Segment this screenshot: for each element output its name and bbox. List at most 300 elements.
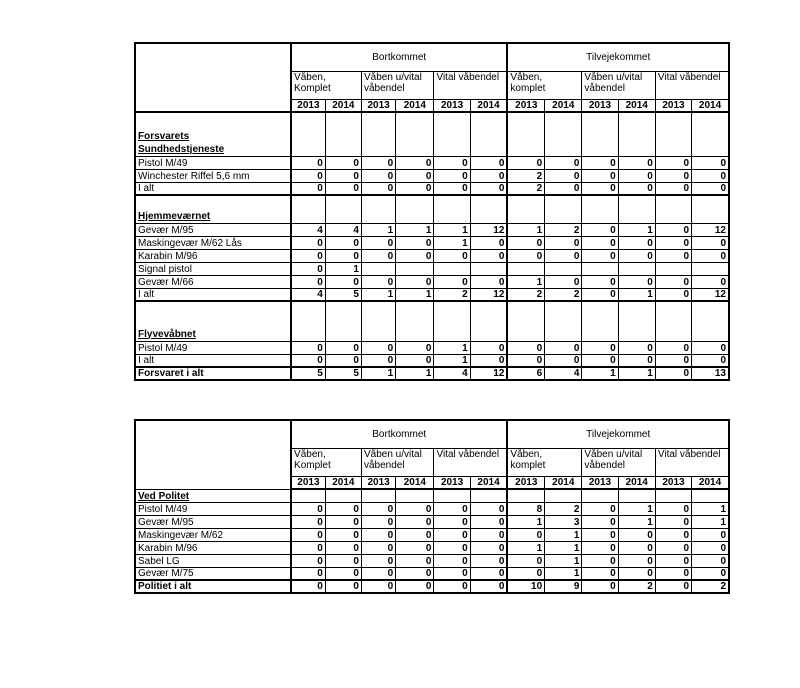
value-cell: 0 bbox=[361, 249, 395, 262]
value-cell: 0 bbox=[470, 249, 507, 262]
value-cell: 0 bbox=[655, 275, 691, 288]
section-title-line: Flyvevåbnet bbox=[138, 328, 196, 340]
value-cell: 0 bbox=[361, 554, 395, 567]
value-cell: 0 bbox=[396, 502, 434, 515]
value-cell: 0 bbox=[692, 528, 729, 541]
grand-total-row bbox=[135, 367, 729, 380]
empty-cell bbox=[396, 301, 434, 341]
value-cell: 0 bbox=[582, 515, 618, 528]
value-cell: 0 bbox=[291, 515, 325, 528]
value-cell: 0 bbox=[291, 169, 325, 182]
value-cell: 0 bbox=[291, 341, 325, 354]
value-cell: 1 bbox=[582, 367, 618, 380]
empty-cell bbox=[618, 195, 655, 223]
value-cell: 0 bbox=[396, 275, 434, 288]
value-cell: 0 bbox=[545, 354, 582, 367]
table-row bbox=[135, 156, 729, 169]
value-cell: 0 bbox=[361, 354, 395, 367]
value-cell: 12 bbox=[692, 223, 729, 236]
empty-cell bbox=[325, 112, 361, 156]
value-cell: 4 bbox=[291, 288, 325, 301]
empty-cell bbox=[291, 301, 325, 341]
value-cell: 0 bbox=[692, 249, 729, 262]
value-cell: 0 bbox=[655, 223, 691, 236]
table-row bbox=[135, 567, 729, 580]
empty-cell bbox=[692, 195, 729, 223]
value-cell: 0 bbox=[361, 580, 395, 593]
empty-cell bbox=[434, 195, 470, 223]
value-cell: 0 bbox=[434, 169, 470, 182]
subheader: Våben, Komplet bbox=[291, 448, 361, 476]
value-cell: 0 bbox=[655, 169, 691, 182]
value-cell: 0 bbox=[470, 502, 507, 515]
value-cell: 0 bbox=[655, 341, 691, 354]
value-cell: 0 bbox=[507, 567, 544, 580]
value-cell: 0 bbox=[655, 567, 691, 580]
value-cell: 0 bbox=[692, 275, 729, 288]
value-cell: 0 bbox=[655, 236, 691, 249]
year-header: 2014 bbox=[618, 99, 655, 112]
table-row bbox=[135, 502, 729, 515]
value-cell: 1 bbox=[434, 223, 470, 236]
year-header: 2014 bbox=[545, 99, 582, 112]
value-cell: 0 bbox=[582, 288, 618, 301]
value-cell: 0 bbox=[291, 182, 325, 195]
subheader: Våben, komplet bbox=[507, 448, 581, 476]
value-cell: 1 bbox=[692, 502, 729, 515]
empty-cell bbox=[396, 112, 434, 156]
value-cell: 0 bbox=[291, 567, 325, 580]
empty-cell bbox=[291, 195, 325, 223]
value-cell bbox=[618, 262, 655, 275]
empty-cell bbox=[545, 489, 582, 502]
value-cell: 1 bbox=[396, 223, 434, 236]
header-corner bbox=[135, 43, 291, 112]
value-cell: 1 bbox=[325, 262, 361, 275]
value-cell: 0 bbox=[396, 515, 434, 528]
value-cell: 2 bbox=[692, 580, 729, 593]
value-cell: 0 bbox=[434, 567, 470, 580]
value-cell: 0 bbox=[325, 156, 361, 169]
subheader: Vital våbendel bbox=[655, 71, 729, 99]
value-cell: 4 bbox=[291, 223, 325, 236]
value-cell: 0 bbox=[361, 567, 395, 580]
value-cell: 0 bbox=[434, 502, 470, 515]
empty-cell bbox=[618, 489, 655, 502]
value-cell: 12 bbox=[470, 288, 507, 301]
empty-cell bbox=[655, 195, 691, 223]
empty-cell bbox=[434, 112, 470, 156]
value-cell: 0 bbox=[545, 275, 582, 288]
value-cell: 1 bbox=[396, 288, 434, 301]
value-cell: 0 bbox=[361, 341, 395, 354]
section-title-line: Sundhedstjeneste bbox=[138, 143, 225, 155]
year-header: 2013 bbox=[582, 476, 618, 489]
group-header-bortkommet: Bortkommet bbox=[291, 420, 507, 448]
value-cell: 0 bbox=[396, 567, 434, 580]
value-cell: 0 bbox=[396, 341, 434, 354]
value-cell: 0 bbox=[618, 249, 655, 262]
empty-cell bbox=[470, 195, 507, 223]
empty-cell bbox=[470, 112, 507, 156]
year-header: 2014 bbox=[470, 476, 507, 489]
value-cell: 4 bbox=[434, 367, 470, 380]
value-cell: 0 bbox=[692, 156, 729, 169]
value-cell: 0 bbox=[396, 554, 434, 567]
value-cell: 0 bbox=[545, 182, 582, 195]
empty-cell bbox=[361, 301, 395, 341]
value-cell: 0 bbox=[396, 528, 434, 541]
subheader: Våben u/vital våbendel bbox=[361, 71, 433, 99]
section-title bbox=[135, 301, 291, 341]
value-cell: 0 bbox=[655, 367, 691, 380]
section-title-line: Hjemmeværnet bbox=[138, 210, 211, 222]
table-row bbox=[135, 554, 729, 567]
row-label: Sabel LG bbox=[135, 554, 291, 567]
value-cell: 0 bbox=[291, 262, 325, 275]
value-cell: 0 bbox=[470, 236, 507, 249]
value-cell: 0 bbox=[618, 567, 655, 580]
value-cell: 1 bbox=[434, 354, 470, 367]
value-cell: 0 bbox=[291, 156, 325, 169]
table-row bbox=[135, 515, 729, 528]
year-header: 2013 bbox=[361, 99, 395, 112]
value-cell: 0 bbox=[655, 502, 691, 515]
empty-cell bbox=[692, 301, 729, 341]
empty-cell bbox=[361, 112, 395, 156]
value-cell: 0 bbox=[325, 341, 361, 354]
value-cell: 0 bbox=[325, 541, 361, 554]
value-cell: 1 bbox=[434, 236, 470, 249]
year-header: 2013 bbox=[582, 99, 618, 112]
value-cell: 0 bbox=[396, 354, 434, 367]
value-cell: 0 bbox=[325, 275, 361, 288]
value-cell: 0 bbox=[470, 275, 507, 288]
value-cell: 0 bbox=[361, 169, 395, 182]
value-cell: 0 bbox=[692, 341, 729, 354]
value-cell: 0 bbox=[434, 182, 470, 195]
section-title: Ved Politet bbox=[135, 489, 291, 502]
year-header: 2014 bbox=[545, 476, 582, 489]
table-row bbox=[135, 223, 729, 236]
empty-cell bbox=[618, 112, 655, 156]
value-cell: 0 bbox=[545, 169, 582, 182]
empty-cell bbox=[618, 301, 655, 341]
value-cell: 2 bbox=[618, 580, 655, 593]
section-header-row bbox=[135, 489, 729, 502]
value-cell: 0 bbox=[396, 249, 434, 262]
value-cell: 0 bbox=[692, 182, 729, 195]
value-cell: 0 bbox=[325, 515, 361, 528]
value-cell bbox=[361, 262, 395, 275]
value-cell: 0 bbox=[325, 502, 361, 515]
row-label: Winchester Riffel 5,6 mm bbox=[135, 169, 291, 182]
value-cell: 0 bbox=[470, 156, 507, 169]
value-cell: 1 bbox=[618, 288, 655, 301]
value-cell bbox=[655, 262, 691, 275]
value-cell: 0 bbox=[470, 341, 507, 354]
subheader: Våben, Komplet bbox=[291, 71, 361, 99]
empty-cell bbox=[692, 489, 729, 502]
value-cell: 0 bbox=[582, 354, 618, 367]
year-header: 2013 bbox=[291, 99, 325, 112]
value-cell: 0 bbox=[655, 156, 691, 169]
value-cell: 0 bbox=[291, 528, 325, 541]
empty-cell bbox=[361, 489, 395, 502]
value-cell: 0 bbox=[361, 502, 395, 515]
value-cell: 0 bbox=[655, 249, 691, 262]
value-cell: 0 bbox=[470, 182, 507, 195]
subheader: Vital våbendel bbox=[434, 448, 507, 476]
value-cell bbox=[692, 262, 729, 275]
year-header: 2013 bbox=[507, 99, 544, 112]
value-cell: 0 bbox=[291, 354, 325, 367]
value-cell: 0 bbox=[507, 554, 544, 567]
year-header: 2013 bbox=[655, 99, 691, 112]
value-cell: 0 bbox=[655, 554, 691, 567]
value-cell: 0 bbox=[291, 554, 325, 567]
empty-cell bbox=[582, 112, 618, 156]
year-header: 2014 bbox=[325, 99, 361, 112]
year-header: 2013 bbox=[434, 99, 470, 112]
value-cell: 5 bbox=[291, 367, 325, 380]
value-cell: 0 bbox=[325, 567, 361, 580]
weapons-table-politi bbox=[134, 419, 730, 594]
value-cell: 0 bbox=[692, 541, 729, 554]
year-header: 2014 bbox=[692, 99, 729, 112]
value-cell: 2 bbox=[545, 502, 582, 515]
year-header: 2014 bbox=[396, 476, 434, 489]
value-cell: 9 bbox=[545, 580, 582, 593]
value-cell: 0 bbox=[434, 541, 470, 554]
value-cell: 1 bbox=[618, 502, 655, 515]
empty-cell bbox=[434, 489, 470, 502]
empty-cell bbox=[655, 112, 691, 156]
empty-cell bbox=[470, 301, 507, 341]
year-header: 2013 bbox=[655, 476, 691, 489]
row-label: Gevær M/95 bbox=[135, 515, 291, 528]
value-cell: 0 bbox=[507, 156, 544, 169]
value-cell: 0 bbox=[582, 502, 618, 515]
section-title-line: Forsvarets bbox=[138, 130, 190, 142]
value-cell: 0 bbox=[434, 580, 470, 593]
value-cell: 0 bbox=[655, 354, 691, 367]
value-cell: 0 bbox=[582, 541, 618, 554]
value-cell: 5 bbox=[325, 288, 361, 301]
value-cell: 0 bbox=[618, 156, 655, 169]
value-cell: 1 bbox=[507, 275, 544, 288]
value-cell: 1 bbox=[545, 554, 582, 567]
value-cell: 0 bbox=[618, 169, 655, 182]
empty-cell bbox=[507, 489, 544, 502]
empty-cell bbox=[325, 301, 361, 341]
value-cell: 0 bbox=[582, 156, 618, 169]
subheader: Vital våbendel bbox=[655, 448, 729, 476]
value-cell: 1 bbox=[618, 515, 655, 528]
value-cell: 0 bbox=[582, 554, 618, 567]
value-cell: 0 bbox=[618, 275, 655, 288]
total-row bbox=[135, 288, 729, 301]
empty-cell bbox=[545, 112, 582, 156]
value-cell: 0 bbox=[470, 169, 507, 182]
value-cell: 1 bbox=[434, 341, 470, 354]
value-cell: 12 bbox=[470, 367, 507, 380]
table-row bbox=[135, 275, 729, 288]
value-cell: 1 bbox=[618, 223, 655, 236]
year-header: 2014 bbox=[470, 99, 507, 112]
value-cell: 1 bbox=[692, 515, 729, 528]
value-cell: 1 bbox=[545, 528, 582, 541]
value-cell: 4 bbox=[325, 223, 361, 236]
value-cell: 0 bbox=[582, 236, 618, 249]
value-cell bbox=[396, 262, 434, 275]
value-cell: 0 bbox=[545, 341, 582, 354]
group-header-tilvejekommet: Tilvejekommet bbox=[507, 420, 729, 448]
value-cell: 0 bbox=[618, 354, 655, 367]
row-label: Gevær M/66 bbox=[135, 275, 291, 288]
value-cell: 0 bbox=[582, 223, 618, 236]
row-label: Politiet i alt bbox=[135, 580, 291, 593]
value-cell: 0 bbox=[361, 156, 395, 169]
empty-cell bbox=[291, 489, 325, 502]
value-cell: 1 bbox=[545, 541, 582, 554]
value-cell: 0 bbox=[618, 236, 655, 249]
subheader: Våben u/vital våbendel bbox=[361, 448, 433, 476]
weapons-table-forsvaret bbox=[134, 42, 730, 381]
value-cell bbox=[470, 262, 507, 275]
row-label: Pistol M/49 bbox=[135, 156, 291, 169]
empty-cell bbox=[396, 489, 434, 502]
value-cell: 0 bbox=[655, 182, 691, 195]
value-cell: 0 bbox=[434, 275, 470, 288]
value-cell: 0 bbox=[618, 541, 655, 554]
empty-cell bbox=[507, 112, 544, 156]
value-cell: 0 bbox=[507, 354, 544, 367]
value-cell: 0 bbox=[396, 169, 434, 182]
value-cell: 0 bbox=[582, 169, 618, 182]
empty-cell bbox=[325, 489, 361, 502]
value-cell: 0 bbox=[545, 156, 582, 169]
value-cell: 0 bbox=[396, 182, 434, 195]
value-cell: 0 bbox=[434, 249, 470, 262]
empty-cell bbox=[692, 112, 729, 156]
row-label: Gevær M/95 bbox=[135, 223, 291, 236]
row-label: I alt bbox=[135, 288, 291, 301]
total-row bbox=[135, 354, 729, 367]
value-cell: 0 bbox=[434, 156, 470, 169]
row-label: Maskingevær M/62 bbox=[135, 528, 291, 541]
table-row bbox=[135, 528, 729, 541]
value-cell: 0 bbox=[325, 554, 361, 567]
row-label: I alt bbox=[135, 182, 291, 195]
value-cell: 0 bbox=[582, 249, 618, 262]
value-cell: 0 bbox=[291, 275, 325, 288]
value-cell: 0 bbox=[291, 236, 325, 249]
value-cell: 4 bbox=[545, 367, 582, 380]
year-header: 2014 bbox=[396, 99, 434, 112]
row-label: Gevær M/75 bbox=[135, 567, 291, 580]
year-header: 2014 bbox=[618, 476, 655, 489]
value-cell: 2 bbox=[545, 288, 582, 301]
value-cell: 0 bbox=[655, 580, 691, 593]
value-cell: 2 bbox=[507, 182, 544, 195]
value-cell: 0 bbox=[396, 541, 434, 554]
value-cell: 0 bbox=[618, 528, 655, 541]
value-cell: 1 bbox=[507, 223, 544, 236]
value-cell: 0 bbox=[655, 541, 691, 554]
section-header-row bbox=[135, 301, 729, 341]
subheader: Våben u/vital våbendel bbox=[582, 448, 655, 476]
value-cell: 0 bbox=[361, 541, 395, 554]
section-title bbox=[135, 195, 291, 223]
value-cell: 0 bbox=[692, 169, 729, 182]
value-cell: 0 bbox=[470, 580, 507, 593]
subheader: Vital våbendel bbox=[434, 71, 507, 99]
empty-cell bbox=[582, 195, 618, 223]
value-cell: 2 bbox=[434, 288, 470, 301]
value-cell: 0 bbox=[692, 236, 729, 249]
value-cell: 0 bbox=[545, 236, 582, 249]
section-title bbox=[135, 112, 291, 156]
value-cell: 3 bbox=[545, 515, 582, 528]
value-cell: 2 bbox=[545, 223, 582, 236]
value-cell: 0 bbox=[692, 567, 729, 580]
row-label: Maskingevær M/62 Lås bbox=[135, 236, 291, 249]
value-cell: 0 bbox=[470, 541, 507, 554]
empty-cell bbox=[470, 489, 507, 502]
value-cell: 1 bbox=[361, 367, 395, 380]
value-cell: 1 bbox=[361, 288, 395, 301]
value-cell: 0 bbox=[618, 341, 655, 354]
empty-cell bbox=[291, 112, 325, 156]
value-cell: 0 bbox=[361, 515, 395, 528]
value-cell: 0 bbox=[470, 554, 507, 567]
value-cell: 8 bbox=[507, 502, 544, 515]
value-cell: 0 bbox=[692, 554, 729, 567]
empty-cell bbox=[361, 195, 395, 223]
empty-cell bbox=[507, 301, 544, 341]
value-cell: 1 bbox=[545, 567, 582, 580]
value-cell: 0 bbox=[582, 567, 618, 580]
total-row bbox=[135, 182, 729, 195]
value-cell: 0 bbox=[325, 580, 361, 593]
value-cell: 0 bbox=[434, 554, 470, 567]
value-cell: 0 bbox=[291, 541, 325, 554]
value-cell: 0 bbox=[291, 580, 325, 593]
value-cell bbox=[582, 262, 618, 275]
empty-cell bbox=[507, 195, 544, 223]
value-cell: 0 bbox=[470, 354, 507, 367]
table-row bbox=[135, 249, 729, 262]
value-cell: 0 bbox=[396, 156, 434, 169]
value-cell: 0 bbox=[582, 341, 618, 354]
value-cell bbox=[434, 262, 470, 275]
group-header-tilvejekommet: Tilvejekommet bbox=[507, 43, 729, 71]
value-cell: 0 bbox=[434, 515, 470, 528]
header-corner bbox=[135, 420, 291, 489]
value-cell: 0 bbox=[325, 236, 361, 249]
value-cell: 12 bbox=[692, 288, 729, 301]
value-cell: 0 bbox=[507, 249, 544, 262]
year-header: 2014 bbox=[325, 476, 361, 489]
subheader: Våben, komplet bbox=[507, 71, 581, 99]
value-cell: 0 bbox=[361, 236, 395, 249]
value-cell: 0 bbox=[291, 249, 325, 262]
value-cell: 0 bbox=[692, 354, 729, 367]
value-cell: 0 bbox=[507, 236, 544, 249]
empty-cell bbox=[325, 195, 361, 223]
value-cell: 0 bbox=[618, 182, 655, 195]
